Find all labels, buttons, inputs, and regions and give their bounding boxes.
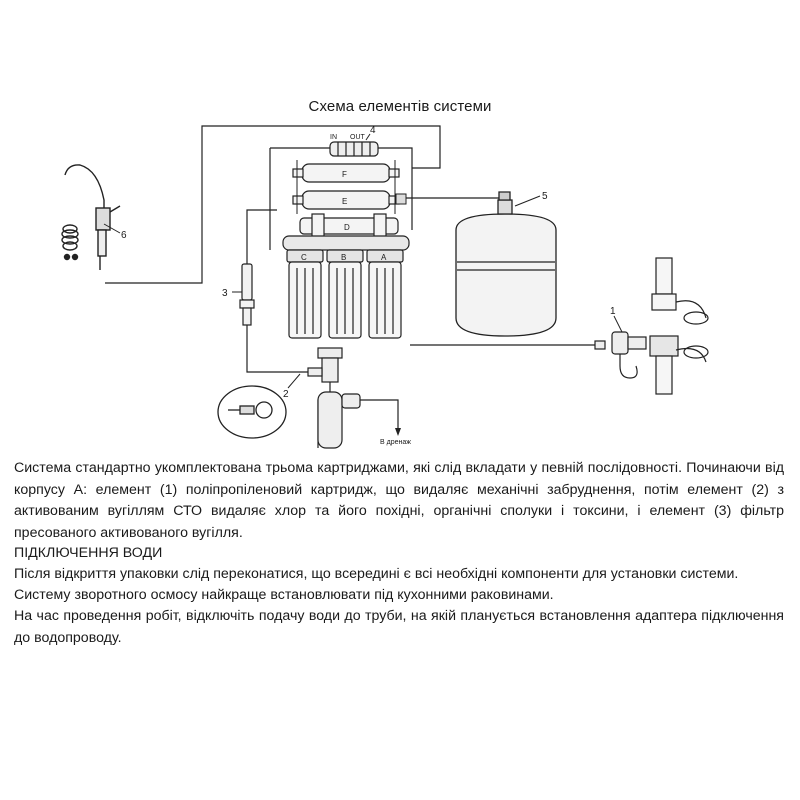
water-pipe-icon [650, 258, 708, 394]
label-a: A [381, 253, 387, 262]
connection-paragraph-1: Після відкриття упаковки слід переконатися, що всередині є всі необхідні компоненти для установки системи. [14, 566, 739, 582]
label-in: IN [330, 134, 337, 141]
label-3: 3 [222, 288, 228, 299]
label-e: E [342, 197, 348, 206]
label-f: F [342, 170, 347, 179]
connection-paragraph-2: Систему зворотного осмосу найкраще встановлювати під кухонними раковинами. [14, 587, 554, 603]
tube-drain-line [247, 210, 277, 264]
label-2: 2 [283, 389, 289, 400]
label-6: 6 [121, 230, 127, 241]
label-c: C [301, 253, 307, 262]
label-d: D [344, 223, 350, 232]
label-5: 5 [542, 191, 548, 202]
housing-c [287, 250, 323, 338]
label-drain: В дренаж [380, 439, 411, 446]
post-filter-4 [330, 142, 378, 156]
storage-tank [456, 192, 556, 336]
label-1: 1 [610, 306, 616, 317]
filter-head-bar [283, 236, 409, 250]
drain-saddle-icon [308, 348, 360, 448]
drain-arrow-icon [395, 428, 401, 436]
connection-heading: ПІДКЛЮЧЕННЯ ВОДИ [14, 545, 163, 561]
check-valve-icon [396, 194, 406, 204]
housing-b [327, 250, 363, 338]
housing-a [367, 250, 403, 338]
faucet-icon [65, 165, 120, 270]
diagram-title: Схема елементів системи [308, 98, 492, 115]
saddle-detail-icon [218, 386, 286, 438]
tube-drain-out [360, 400, 398, 428]
feed-valve-icon [595, 332, 646, 378]
flow-restrictor-icon [240, 264, 254, 325]
intro-paragraph: Система стандартно укомплектована трьома картриджами, які слід вкладати у певній послідовності. Починаючи від корпусу А: елемент (1) поліпропіленовий картридж, що видаляє механічні забруднення, потім елемент (2) з активованим вугіллям СТО видаляє хлор та його похідні, органічні сполуки і токсини, і елемент (3) фільтр пресованого активованого вугілля. [14, 460, 784, 541]
connection-paragraph-3: На час проведення робіт, відключіть подачу води до труби, на якій планується встановлення адаптера підключення до водопроводу. [14, 608, 784, 646]
label-b: B [341, 253, 347, 262]
label-4: 4 [370, 125, 376, 136]
faucet-washers-icon [62, 225, 78, 260]
label-out: OUT [350, 134, 365, 141]
tube-to-tank [404, 198, 500, 206]
